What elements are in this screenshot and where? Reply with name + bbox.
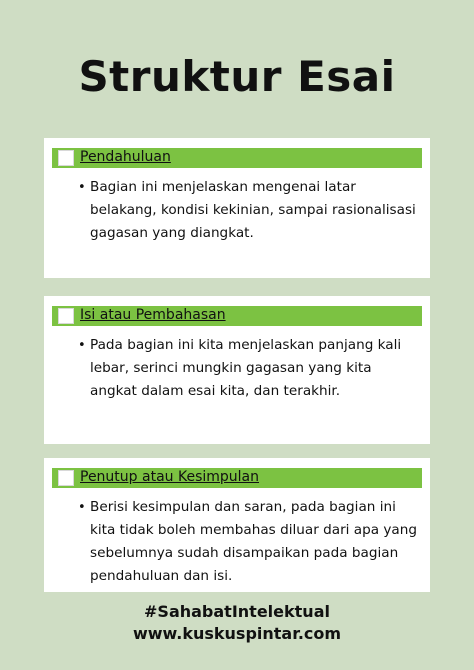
section-header-bar [52,468,422,488]
section-card-penutup [44,458,430,592]
section-card-isi [44,296,430,444]
footer-hashtag: #SahabatIntelektual [144,602,330,621]
section-heading: Pendahuluan [80,149,171,165]
section-card-pendahuluan [44,138,430,278]
page-title: Struktur Esai [78,52,396,101]
section-heading: Isi atau Pembahasan [80,307,226,323]
checkbox-icon [58,470,74,486]
section-body [78,496,420,588]
section-header-bar [52,148,422,168]
section-body [78,334,420,403]
section-text: Berisi kesimpulan dan saran, pada bagian ini kita tidak boleh membahas diluar dari apa yang sebelumnya sudah disampaikan pada bagian pendahuluan dan isi. [90,499,417,584]
section-heading: Penutup atau Kesimpulan [80,469,259,485]
footer-website: www.kuskuspintar.com [132,624,342,643]
bullet-icon: • [78,500,86,515]
section-text: Bagian ini menjelaskan mengenai latar belakang, kondisi kekinian, sampai rasionalisasi gagasan yang diangkat. [90,179,416,241]
section-text: Pada bagian ini kita menjelaskan panjang kali lebar, serinci mungkin gagasan yang kita angkat dalam esai kita, dan terakhir. [90,337,402,399]
section-body [78,176,420,245]
checkbox-icon [58,150,74,166]
bullet-icon: • [78,338,86,353]
bullet-icon: • [78,180,86,195]
checkbox-icon [58,308,74,324]
section-header-bar [52,306,422,326]
